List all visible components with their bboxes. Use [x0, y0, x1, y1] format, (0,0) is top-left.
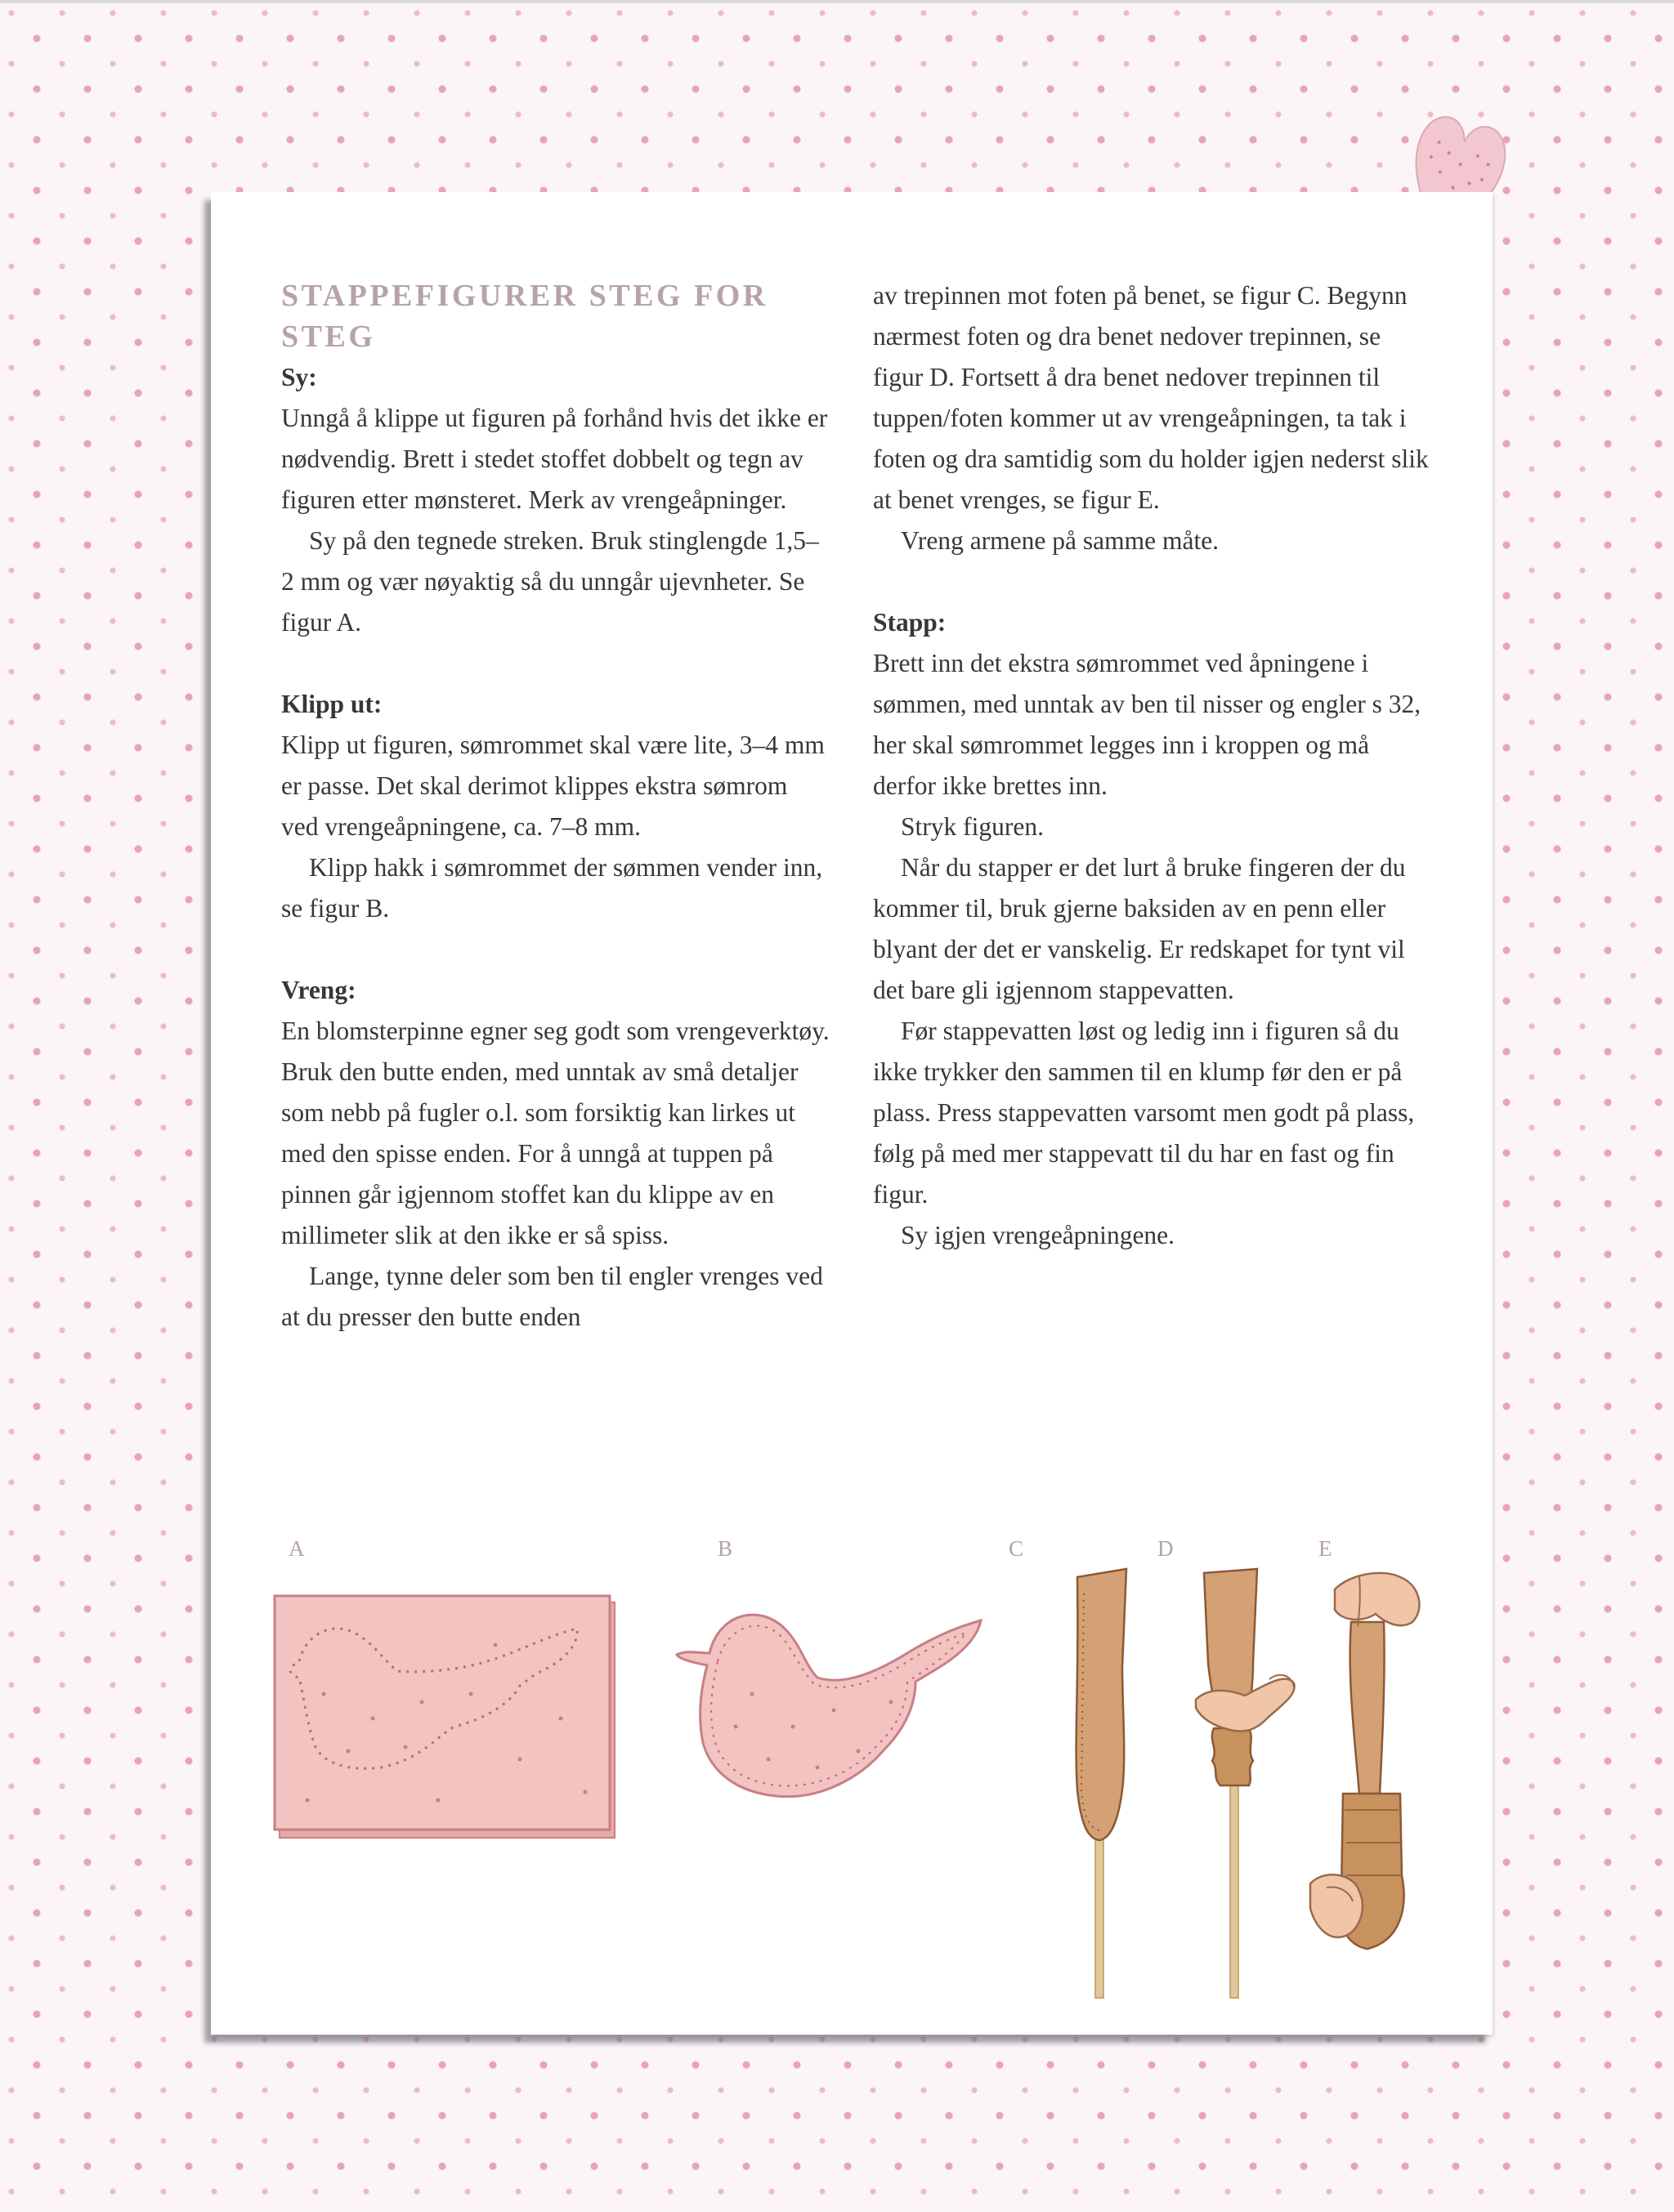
figure-label-a: A [289, 1536, 306, 1561]
section-subhead: Klipp ut: [281, 690, 383, 718]
body-paragraph: Vreng armene på samme måte. [901, 526, 1220, 555]
body-paragraph: Før stappevatten løst og ledig inn i figuren så du ikke trykker den sammen til en klump før den er på plass. Press stappevatten varsomt men godt på plass, følg på med mer stappevatt til du har en fast og fin figur. [873, 1017, 1415, 1209]
body-paragraph: Sy igjen vrengeåpningene. [901, 1221, 1175, 1249]
section-subhead: Sy: [281, 363, 317, 391]
instruction-card [211, 192, 1493, 2035]
top-edge-line [0, 0, 1674, 3]
right-column [873, 275, 1437, 1256]
left-text-blocks [281, 357, 830, 1338]
body-paragraph: av trepinnen mot foten på benet, se figur C. Begynn nærmest foten og dra benet nedover trepinnen, se figur D. Fortsett å dra benet nedover trepinnen til tuppen/foten kommer ut av vrengeåpningen, ta tak i foten og dra samtidig som du holder igjen nederst slik at benet vrenges, se figur E. [873, 281, 1429, 514]
right-text-blocks [873, 275, 1437, 1256]
figure-a-fabric-bird-outline [275, 1596, 618, 1841]
figure-label-e: E [1318, 1536, 1333, 1561]
figure-c-tube-on-stick [1045, 1544, 1159, 2002]
body-paragraph: Når du stapper er det lurt å bruke fingeren der du kommer til, bruk gjerne baksiden av en penn eller blyant der det er vanskelig. Er redskapet for tynt vil det bare gli igjennom stappevatten. [873, 853, 1406, 1004]
paragraph-gap [281, 643, 830, 684]
body-paragraph: Klipp hakk i sømrommet der sømmen vender inn, se figur B. [281, 853, 823, 923]
page-title: STAPPEFIGURER STEG FOR STEG [281, 279, 768, 354]
section-subhead: Stapp: [873, 608, 947, 637]
figure-label-c: C [1009, 1536, 1025, 1561]
body-paragraph: Brett inn det ekstra sømrommet ved åpningene i sømmen, med unntak av ben til nisser og engler s 32, her skal sømrommet legges inn i kroppen og må derfor ikke brettes inn. [873, 649, 1421, 800]
body-paragraph: Stryk figuren. [901, 812, 1044, 841]
left-column [281, 275, 830, 1338]
figure-b-cut-bird [670, 1596, 1014, 1841]
figure-d-pulling-down-stick [1171, 1548, 1302, 2006]
body-paragraph: Sy på den tegnede streken. Bruk stinglengde 1,5–2 mm og vær nøyaktig så du unngår ujevnheter. Se figur A. [281, 526, 819, 637]
figure-e-turning-leg [1310, 1565, 1457, 2006]
body-paragraph: Unngå å klippe ut figuren på forhånd hvis det ikke er nødvendig. Brett i stedet stoffet dobbelt og tegn av figuren etter mønsteret. Merk av vrengeåpninger. [281, 404, 828, 514]
section-subhead: Vreng: [281, 976, 356, 1004]
body-paragraph: En blomsterpinne egner seg godt som vrengeverktøy. Bruk den butte enden, med unntak av små detaljer som nebb på fugler o.l. som forsiktig kan lirkes ut med den spisse enden. For å unngå at tuppen på pinnen går igjennom stoffet kan du klippe av en millimeter slik at den ikke er så spiss. [281, 1017, 830, 1249]
body-paragraph: Klipp ut figuren, sømrommet skal være lite, 3–4 mm er passe. Det skal derimot klippes ekstra sømrom ved vrengeåpningene, ca. 7–8 mm. [281, 731, 825, 841]
body-paragraph: Lange, tynne deler som ben til engler vrenges ved at du presser den butte enden [281, 1262, 823, 1331]
figure-label-b: B [718, 1536, 734, 1561]
paragraph-gap [873, 561, 1437, 602]
paragraph-gap [281, 929, 830, 970]
figure-label-d: D [1157, 1536, 1175, 1561]
